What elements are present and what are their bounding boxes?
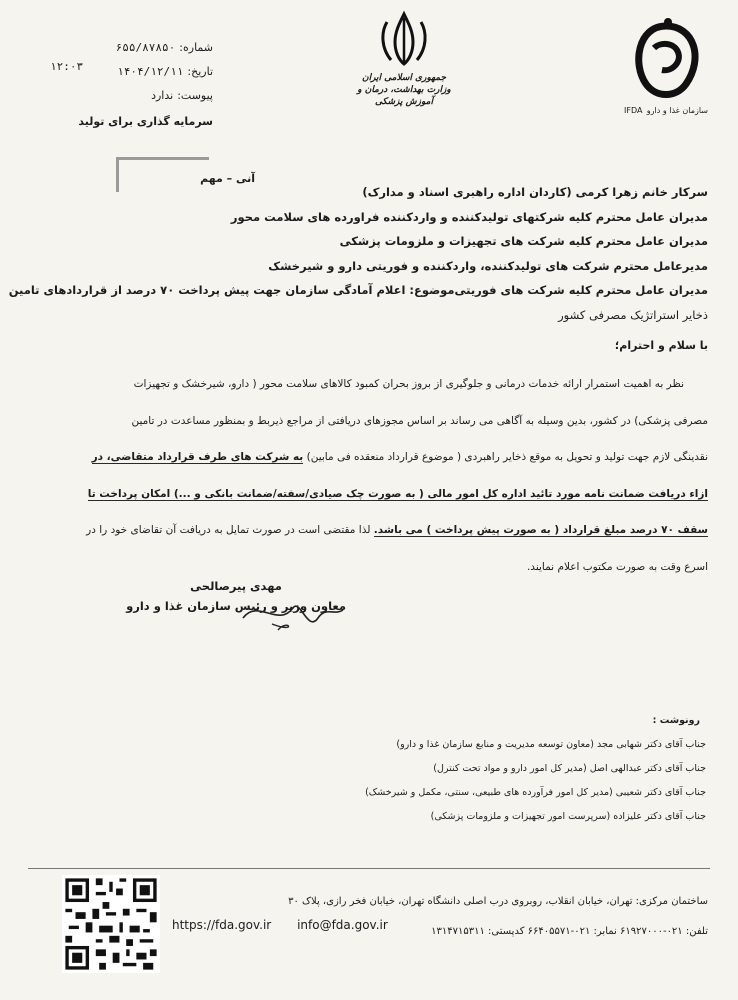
date-extra: ۱۲:۰۳ xyxy=(50,60,84,73)
addressee-line: مدیرعامل محترم شرکت های تولیدکننده، واردکننده و فوریتی دارو و شیرخشک xyxy=(268,258,708,273)
emblem-icon xyxy=(377,10,431,68)
ifda-caption xyxy=(624,106,708,115)
cc-list xyxy=(186,709,706,829)
body-line xyxy=(22,439,708,476)
body-line: نظر به اهمیت استمرار ارائه خدمات درمانی و جلوگیری از بروز بحران کمبود کالاهای سلامت محور ( دارو، شیرخشک و تجهیزات xyxy=(133,378,684,390)
body-line-emphasis xyxy=(22,476,708,513)
letter-body xyxy=(22,366,708,585)
email-link[interactable]: info@fda.gov.ir xyxy=(297,918,388,932)
qr-code-icon xyxy=(62,875,160,973)
urgent-label: آنی – مهم xyxy=(200,172,255,185)
signer-title: معاون وزیر و رئیس سازمان غذا و دارو xyxy=(126,599,346,613)
address-line: ساختمان مرکزی: تهران، خیابان انقلاب، روبروی درب اصلی دانشگاه تهران، خیابان فخر رازی، پلاک ۳۰ xyxy=(288,896,708,907)
body-emphasis: به شرکت های طرف قرارداد متقاضی، در xyxy=(91,451,304,463)
header-note: سرمایه گذاری برای تولید xyxy=(78,115,213,128)
number-value: ۶۵۵/۸۷۸۵۰ xyxy=(115,41,176,54)
addressee-line: سرکار خانم زهرا کرمی (کاردان اداره راهبری اسناد و مدارک) xyxy=(362,185,708,199)
letter-meta xyxy=(38,36,213,134)
body-line xyxy=(22,512,708,549)
contact-line: تلفن: ۰۲۱-۶۱۹۲۷۰۰۰ نمابر: ۰۲۱-۶۶۴۰۵۵۷۱ کدپستی: ۱۳۱۴۷۱۵۳۱۱ xyxy=(431,926,708,937)
addressee-line: مدیران عامل محترم کلیه شرکت های فوریتی‌موضوع: اعلام آمادگی سازمان جهت پیش پرداخت ۷۰ درصد از قراردادهای تامین xyxy=(8,283,708,297)
attachment-value: ندارد xyxy=(151,89,174,102)
ifda-text-fa: سازمان غذا و دارو xyxy=(646,106,708,115)
cc-item: جناب آقای دکتر شعیبی (مدیر کل امور فرآورده های طبیعی، سنتی، مکمل و شیرخشک) xyxy=(365,787,706,798)
body-segment: لذا مقتضی است در صورت تمایل به دریافت آن تقاضای خود را در xyxy=(86,524,374,536)
ifda-logo-icon xyxy=(624,18,708,106)
cc-item: جناب آقای دکتر عبدالهی اصل (مدیر کل امور دارو و مواد تحت کنترل) xyxy=(433,763,706,774)
emblem-line-2: وزارت بهداشت، درمان و آموزش پزشکی xyxy=(357,85,451,107)
attachment-label: پیوست: xyxy=(177,89,213,102)
footer-address xyxy=(118,890,708,944)
cc-title: رونوشت : xyxy=(652,715,700,726)
body-emphasis: ازاء دریافت ضمانت نامه مورد تائید اداره کل امور مالی ( به صورت چک صیادی/سفته/ضمانت بانکی و ...) امکان پرداخت تا xyxy=(87,487,708,500)
iran-emblem xyxy=(356,10,452,108)
handwritten-signature xyxy=(238,588,348,638)
ifda-logo xyxy=(624,18,708,118)
cc-item: جناب آقای دکتر علیزاده (سرپرست امور تجهیزات و ملزومات پزشکی) xyxy=(430,811,706,822)
body-segment: نقدینگی لازم جهت تولید و تحویل به موقع ذخایر راهبردی ( موضوع قرارداد منعقده فی مابین) xyxy=(303,451,708,463)
greeting: با سلام و احترام؛ xyxy=(614,339,708,352)
date-label: تاریخ: xyxy=(187,65,213,78)
subject-continuation: ذخایر استراتژیک مصرفی کشور xyxy=(558,307,708,322)
emblem-line-1: جمهوری اسلامی ایران xyxy=(361,73,447,83)
number-label: شماره: xyxy=(179,41,213,54)
date-value: ۱۴۰۴/۱۲/۱۱ xyxy=(117,65,184,78)
body-line: مصرفی پزشکی) در کشور، بدین وسیله به آگاهی می رساند بر اساس مجوزهای دریافتی از مراجع ذیربط و بمنظور مساعدت در تامین xyxy=(131,414,708,427)
cc-item: جناب آقای دکتر شهابی مجد (معاون توسعه مدیریت و منابع سازمان غذا و دارو) xyxy=(396,739,706,750)
addressee-line: مدیران عامل محترم کلیه شرکت های تجهیزات و ملزومات پزشکی xyxy=(339,234,708,248)
addressee-list xyxy=(8,180,708,327)
website-link[interactable]: https://fda.gov.ir xyxy=(172,918,272,932)
footer-divider xyxy=(28,868,710,869)
addressee-line: مدیران عامل محترم کلیه شرکتهای تولیدکننده و واردکننده فراورده های سلامت محور xyxy=(230,209,708,224)
body-emphasis: سقف ۷۰ درصد مبلغ قرارداد ( به صورت پیش پرداخت ) می باشد. xyxy=(373,524,708,536)
body-line: اسرع وقت به صورت مکتوب اعلام نمایند. xyxy=(526,560,708,573)
ifda-text-en: IFDA xyxy=(624,106,643,115)
signer-name: مهدی پیرصالحی xyxy=(190,579,282,593)
footer-links xyxy=(172,918,410,932)
